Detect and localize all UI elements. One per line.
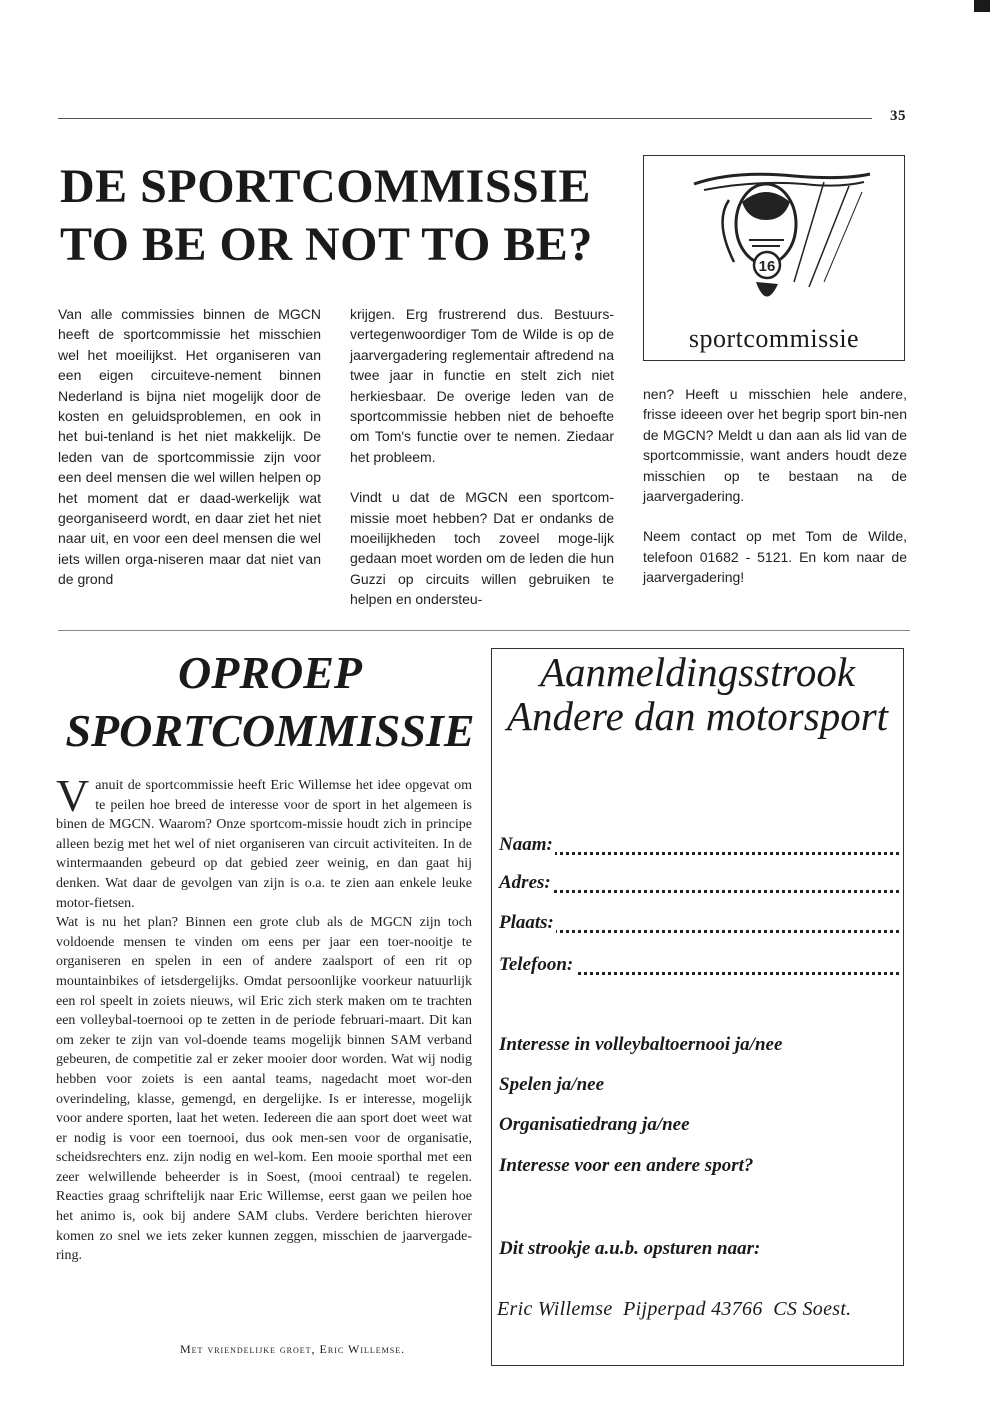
letter-paragraph-2: Wat is nu het plan? Binnen een grote club als de MGCN zijn toch voldoende mensen te vinden om eens per jaar een toer-nooitje te organiseren en spelen in een of andere zaalsport of een rit op mountainbikes of ietsdergelijks. Omdat persoonlijke voorkeur natuurlijk een rol speelt in zoiets nieuws, wil Eric zich sterk maken om te trachten een volleybal-toernooi op te zetten in de periode februari-maart. Dit kan om zeker te zijn van vol-doende teams mogelijk binnen SAM verband gebeuren, de competitie zal er zeker mooier door worden. Wat wij nodig hebben voor zoiets is een aantal teams, nagedacht moet wor-den overindeling, klasse, gemengd, en dergelijke. Is er interesse, mogelijk voor andere sporten, laat het weten. Iedereen die aan sport doet weet wat er nodig is voor een toernooi, dus ook men-sen voor de organisatie, scheidsrechters enz. zijn nodig en wel-kom. Een mooie sporthal met een zeer welwillende beheerder is in Soest, (mooi centraal) te regelen. Reacties graag schriftelijk naar Eric Willemse, eerst gaan we peilen hoe het animo is, ook bij andere SAM clubs. Verdere berichten hierover komen zo snel we iets zeker kunnen zeggen, misschien de jaarvergade-ring. xyxy=(56,915,472,1264)
article-paragraph: nen? Heeft u misschien hele andere, frisse ideeen over het begrip sport bin-nen de MGCN? Meldt u dan aan als lid van de sportcommissie, want anders houdt deze misschien op te bestaan na de jaarvergadering. xyxy=(643,386,907,505)
article-column-2 xyxy=(350,304,614,630)
field-telefoon[interactable] xyxy=(499,954,899,976)
field-label: Naam: xyxy=(499,834,553,855)
return-address: Eric Willemse Pijperpad 43766 CS Soest. xyxy=(497,1298,852,1320)
field-naam[interactable] xyxy=(499,834,899,856)
article-column-1 xyxy=(58,304,321,610)
field-dots xyxy=(499,890,899,893)
logo-caption: sportcommissie xyxy=(688,324,860,353)
field-plaats[interactable] xyxy=(499,912,899,934)
question-spelen: Spelen ja/nee xyxy=(499,1074,605,1095)
page-number: 35 xyxy=(890,108,906,124)
field-adres[interactable] xyxy=(499,872,899,894)
registration-slip-title xyxy=(491,650,904,738)
headline-line-1: DE SPORTCOMMISSIE xyxy=(60,160,591,213)
logo-badge-number: 16 xyxy=(758,258,776,275)
oproep-letter xyxy=(56,770,472,1266)
page-header-rule xyxy=(58,118,872,119)
article-headline xyxy=(60,158,593,274)
section-divider xyxy=(58,630,910,631)
letter-paragraph-1-text: anuit de sportcommissie heeft Eric Willemse het idee opgevat om te peilen hoe breed de interesse voor de sport in het algemeen is binen de MGCN. Waarom? Onze sportcom-missie houdt zich in principe alleen bezig met het wel of niet organiseren van circuit activiteiten. In de wintermaanden gebeurd op dat gebied zeer weinig, en dan gaat hij denken. Wat daar de gevolgen van zijn is o.a. te zien aan enkele leuke motor-fietsen. xyxy=(56,778,472,911)
field-label: Adres: xyxy=(499,872,551,893)
question-volleybal: Interesse in volleybaltoernooi ja/nee xyxy=(499,1034,783,1055)
article-paragraph: Neem contact op met Tom de Wilde, telefoon 01682 - 5121. En kom naar de jaarvergadering! xyxy=(643,528,907,586)
article-column-3 xyxy=(643,384,907,608)
corner-mark xyxy=(974,0,990,12)
question-andere-sport: Interesse voor een andere sport? xyxy=(499,1155,754,1176)
field-label: Telefoon: xyxy=(499,954,574,975)
article-paragraph: Van alle commissies binnen de MGCN heeft de sportcommissie het misschien wel het moeilijkst. Het organiseren van een eigen circuiteve-nement binnen Nederland is bijna niet mogelijk door de kosten en geluidsproblemen, en ook in het bui-tenland is het niet makkelijk. De leden van de sportcommissie zijn voor een deel mensen die wel willen helpen op het moment dat er daad-werkelijk wat georganiseerd wordt, en daar ziet het niet naar uit, en voor een deel mensen die wel iets willen orga-niseren maar dat niet van de grond xyxy=(58,306,321,588)
field-dots xyxy=(499,930,899,933)
article-paragraph: Vindt u dat de MGCN een sportcom-missie moet hebben? Dat er ondanks de moeilijkheden toch zoveel moge-lijk gedaan moet worden om de leden die hun Guzzi op circuits willen gebruiken te helpen en ondersteu- xyxy=(350,489,614,608)
field-label: Plaats: xyxy=(499,912,554,933)
slip-title-line-1: Aanmeldingsstrook xyxy=(539,649,856,695)
letter-signoff: Met vriendelijke groet, Eric Willemse. xyxy=(180,1342,406,1356)
field-dots xyxy=(499,852,899,855)
oproep-title-line-1: OPROEP xyxy=(178,647,362,698)
sportcommissie-logo xyxy=(643,155,905,361)
oproep-title-line-2: SPORTCOMMISSIE xyxy=(65,705,475,756)
article-paragraph: krijgen. Erg frustrerend dus. Bestuurs-vertegenwoordiger Tom de Wilde is op de jaarvergadering reglementair aftredend na twee jaar in functie en stelt zich niet herkiesbaar. De overige leden van de sportcommissie hebben niet de behoefte om Tom's functie over te nemen. Ziedaar het probleem. xyxy=(350,306,614,465)
motorcycle-racer-icon xyxy=(674,162,874,312)
send-instruction: Dit strookje a.u.b. opsturen naar: xyxy=(499,1238,761,1259)
question-organisatie: Organisatiedrang ja/nee xyxy=(499,1114,690,1135)
slip-title-line-2: Andere dan motorsport xyxy=(506,693,889,739)
letter-paragraph-1 xyxy=(56,770,472,913)
drop-cap: V xyxy=(56,770,90,821)
oproep-title xyxy=(50,644,490,760)
headline-line-2: TO BE OR NOT TO BE? xyxy=(60,218,593,271)
